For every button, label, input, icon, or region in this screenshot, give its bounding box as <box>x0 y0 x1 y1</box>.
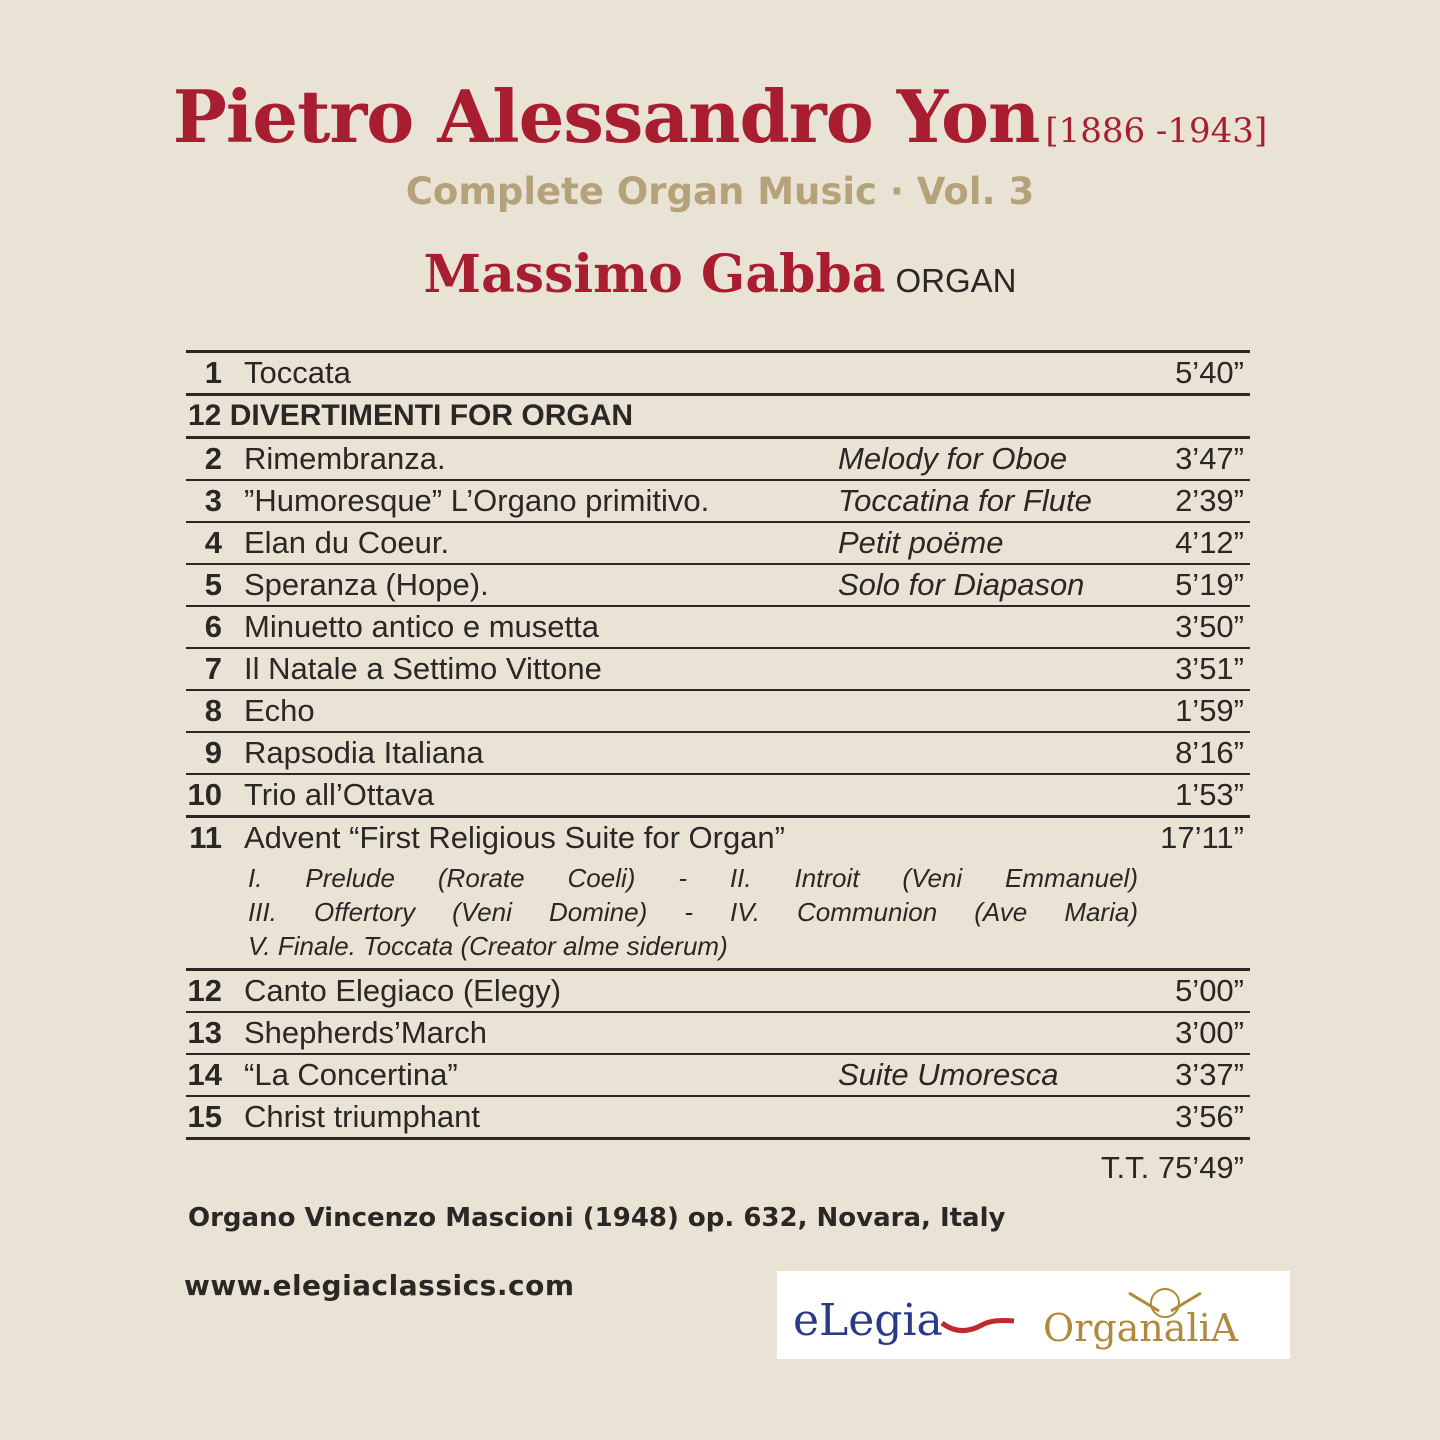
total-time: T.T. 75’49” <box>1100 1150 1244 1185</box>
track-title: ”Humoresque” L’Organo primitivo. <box>244 483 710 518</box>
track-subtitle: Petit poëme <box>838 525 1004 560</box>
track-duration: 3’50” <box>1175 609 1244 644</box>
track-duration: 4’12” <box>1175 525 1244 560</box>
track-number: 11 <box>189 820 222 855</box>
track-number: 2 <box>204 441 222 476</box>
album-subtitle: Complete Organ Music · Vol. 3 <box>405 170 1035 213</box>
organalia-logo-text: OrganaliA <box>1043 1306 1239 1350</box>
track-title: Advent “First Religious Suite for Organ” <box>244 820 785 855</box>
track-number: 7 <box>204 651 222 686</box>
composer-dates: [1886 -1943] <box>1045 111 1268 151</box>
performer-line <box>0 240 1440 323</box>
track-subtitle: Solo for Diapason <box>838 567 1085 602</box>
track-duration: 3’00” <box>1175 1015 1244 1050</box>
track-row <box>186 563 1250 605</box>
track-number: 4 <box>204 525 222 560</box>
track-duration: 3’47” <box>1175 441 1244 476</box>
track-duration: 3’51” <box>1175 651 1244 686</box>
track-subtitle: Suite Umoresca <box>838 1057 1059 1092</box>
track-duration: 5’00” <box>1175 973 1244 1008</box>
track-title: Speranza (Hope). <box>244 567 489 602</box>
track-title: Christ triumphant <box>244 1099 481 1134</box>
track-number: 10 <box>187 777 222 812</box>
track-title: Trio all’Ottava <box>244 777 435 812</box>
website-link[interactable]: www.elegiaclassics.com <box>184 1269 575 1302</box>
track-subtitle: Toccatina for Flute <box>838 483 1092 518</box>
track-title: Toccata <box>244 355 351 390</box>
track-subtitle: Melody for Oboe <box>838 441 1068 476</box>
logos-svg <box>777 1271 1290 1359</box>
tracklist-bottom-rule <box>186 1137 1250 1140</box>
tracklist <box>186 350 1250 1140</box>
track-row <box>186 1053 1250 1095</box>
track-number: 6 <box>204 609 222 644</box>
track-number: 9 <box>204 735 222 770</box>
track-number: 1 <box>204 355 222 390</box>
movement-line: III. Offertory (Veni Domine) - IV. Communion (Ave Maria) <box>248 897 1138 927</box>
track-number: 3 <box>204 483 222 518</box>
composer-title <box>0 72 1440 176</box>
elegia-logo <box>793 1295 1014 1346</box>
track-duration: 5’19” <box>1175 567 1244 602</box>
track-title: Rimembranza. <box>244 441 446 476</box>
movement-line: V. Finale. Toccata (Creator alme siderum) <box>248 931 728 961</box>
track-title: Shepherds’March <box>244 1015 487 1050</box>
track-row <box>186 479 1250 521</box>
performer-instrument: ORGAN <box>895 262 1017 299</box>
track-title: “La Concertina” <box>244 1057 458 1092</box>
track-row <box>186 1011 1250 1053</box>
track-number: 12 <box>187 973 222 1008</box>
track-number: 5 <box>204 567 222 602</box>
track-duration: 3’56” <box>1175 1099 1244 1134</box>
movement-line: I. Prelude (Rorate Coeli) - II. Introit (Veni Emmanuel) <box>248 863 1138 893</box>
track-row <box>186 605 1250 647</box>
label-logos <box>777 1271 1290 1359</box>
track-duration: 8’16” <box>1175 735 1244 770</box>
track-row <box>186 521 1250 563</box>
track-row <box>186 689 1250 731</box>
track-title: Echo <box>244 693 315 728</box>
track-number: 15 <box>187 1099 222 1134</box>
track-number: 14 <box>187 1057 222 1092</box>
track-number: 13 <box>187 1015 222 1050</box>
movement-list <box>248 861 1138 963</box>
track-row <box>186 815 1250 968</box>
track-duration: 5’40” <box>1175 355 1244 390</box>
section-heading-row <box>186 393 1250 436</box>
track-row <box>186 773 1250 815</box>
track-duration: 17’11” <box>1160 820 1244 855</box>
elegia-swoosh-icon <box>942 1321 1014 1331</box>
track-title: Elan du Coeur. <box>244 525 450 560</box>
performer-name: Massimo Gabba <box>423 244 886 305</box>
elegia-logo-text: eLegia <box>793 1295 943 1346</box>
track-duration: 1’53” <box>1175 777 1244 812</box>
track-duration: 2’39” <box>1175 483 1244 518</box>
track-row <box>186 1095 1250 1137</box>
organalia-logo <box>1043 1289 1239 1350</box>
composer-name: Pietro Alessandro Yon <box>172 74 1040 159</box>
track-title: Rapsodia Italiana <box>244 735 484 770</box>
organ-info: Organo Vincenzo Mascioni (1948) op. 632, Novara, Italy <box>188 1203 1006 1233</box>
track-row <box>186 647 1250 689</box>
track-title: Canto Elegiaco (Elegy) <box>244 973 562 1008</box>
track-row <box>186 731 1250 773</box>
track-duration: 1’59” <box>1175 693 1244 728</box>
track-row <box>186 350 1250 393</box>
track-title: Il Natale a Settimo Vittone <box>244 651 602 686</box>
track-row <box>186 436 1250 479</box>
track-row <box>186 968 1250 1011</box>
track-title: Minuetto antico e musetta <box>244 609 599 644</box>
section-heading: 12 DIVERTIMENTI FOR ORGAN <box>188 399 634 432</box>
track-number: 8 <box>204 693 222 728</box>
track-duration: 3’37” <box>1175 1057 1244 1092</box>
